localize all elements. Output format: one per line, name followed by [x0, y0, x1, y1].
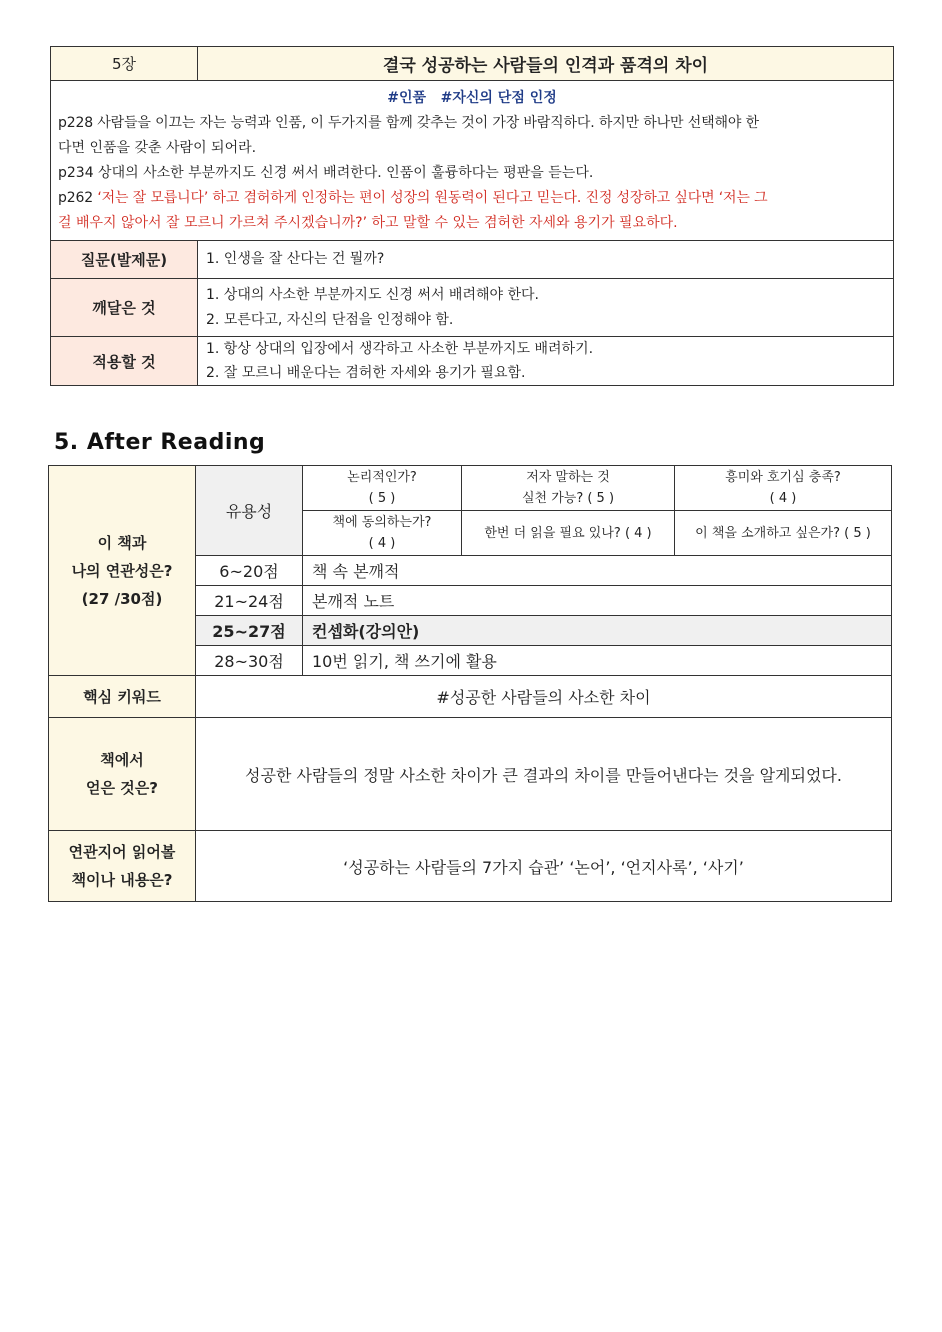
criterion-agree-label: 책에 동의하는가?	[332, 515, 432, 530]
relevance-label-line2: 나의 연관성은?	[71, 561, 173, 580]
quote-p234: p234 상대의 사소한 부분까지도 신경 써서 배려한다. 인품이 훌륭하다는 평판을 듣는다.	[58, 165, 594, 181]
question-line-1: 1. 인생을 잘 산다는 건 뭘까?	[206, 251, 385, 267]
gained-label-line2: 얻은 것은?	[86, 779, 158, 797]
score-range-3: 25~27점	[196, 616, 303, 646]
chapter-table	[50, 46, 894, 386]
quote-p228-line1: p228 사람들을 이끄는 자는 능력과 인품, 이 두가지를 함께 갖추는 것이 가장 바람직하다. 하지만 하나만 선택해야 한	[58, 115, 759, 131]
criterion-interest	[675, 466, 892, 511]
score-desc-3: 컨셉화(강의안)	[303, 616, 892, 646]
criterion-recommend: 이 책을 소개하고 싶은가? ( 5 )	[675, 511, 892, 556]
score-desc-1: 책 속 본깨적	[303, 556, 892, 586]
score-range-2: 21~24점	[196, 586, 303, 616]
criterion-practical-label: 저자 말하는 것	[526, 470, 610, 485]
criterion-practical-score: 실천 가능? ( 5 )	[521, 491, 615, 506]
chapter-quotes	[51, 81, 894, 241]
criterion-interest-score: ( 4 )	[769, 491, 797, 506]
realized-label: 깨달은 것	[51, 279, 198, 337]
related-label-line2: 책이나 내용은?	[71, 871, 173, 889]
apply-value	[198, 337, 894, 386]
realized-line-2: 2. 모른다고, 자신의 단점을 인정해야 함.	[206, 311, 454, 328]
realized-line-1: 1. 상대의 사소한 부분까지도 신경 써서 배려해야 한다.	[206, 286, 539, 303]
criterion-logical	[303, 466, 462, 511]
relevance-label	[49, 466, 196, 676]
apply-line-1: 1. 항상 상대의 입장에서 생각하고 사소한 부분까지도 배려하기.	[206, 341, 594, 357]
quote-p262-line1	[58, 186, 886, 211]
after-reading-heading: 5. After Reading	[54, 430, 266, 455]
usefulness-label: 유용성	[196, 466, 303, 556]
criterion-interest-label: 흥미와 호기심 충족?	[725, 470, 841, 485]
score-range-1: 6~20점	[196, 556, 303, 586]
apply-line-2: 2. 잘 모르니 배운다는 겸허한 자세와 용기가 필요함.	[206, 365, 526, 381]
criterion-agree	[303, 511, 462, 556]
gained-label	[49, 718, 196, 831]
relevance-label-line1: 이 책과	[97, 533, 147, 552]
realized-value	[198, 279, 894, 337]
keyword-value: #성공한 사람들의 사소한 차이	[196, 676, 892, 718]
question-label: 질문(발제문)	[51, 241, 198, 279]
related-label	[49, 831, 196, 902]
criterion-logical-label: 논리적인가?	[347, 470, 417, 485]
quote-p228-line2: 다면 인품을 갖춘 사람이 되어라.	[58, 140, 257, 156]
after-reading-table	[48, 465, 892, 902]
keyword-label: 핵심 키워드	[49, 676, 196, 718]
score-desc-2: 본깨적 노트	[303, 586, 892, 616]
chapter-tags: #인품 #자신의 단점 인정	[387, 90, 557, 106]
related-value: ‘성공하는 사람들의 7가지 습관’ ‘논어’, ‘언지사록’, ‘사기’	[196, 831, 892, 902]
score-range-4: 28~30점	[196, 646, 303, 676]
gained-label-line1: 책에서	[100, 751, 144, 769]
criterion-practical	[462, 466, 675, 511]
criterion-reread: 한번 더 읽을 필요 있나? ( 4 )	[462, 511, 675, 556]
chapter-number: 5장	[51, 47, 198, 81]
quote-p262-line2: 걸 배우지 않아서 잘 모르니 가르쳐 주시겠습니까?’ 하고 말할 수 있는 겸허한 자세와 용기가 필요하다.	[58, 215, 678, 231]
quote-p262-page: p262	[58, 190, 98, 206]
relevance-label-line3: (27 /30점)	[81, 589, 163, 608]
criterion-logical-score: ( 5 )	[368, 491, 396, 506]
chapter-title: 결국 성공하는 사람들의 인격과 품격의 차이	[198, 47, 894, 81]
criterion-agree-score: ( 4 )	[368, 536, 396, 551]
gained-value: 성공한 사람들의 정말 사소한 차이가 큰 결과의 차이를 만들어낸다는 것을 알게되었다.	[196, 718, 892, 831]
apply-label: 적용할 것	[51, 337, 198, 386]
question-value	[198, 241, 894, 279]
quote-p262-text: ‘저는 잘 모릅니다’ 하고 겸허하게 인정하는 편이 성장의 원동력이 된다고 믿는다. 진정 성장하고 싶다면 ‘저는 그	[97, 190, 768, 206]
score-desc-4: 10번 읽기, 책 쓰기에 활용	[303, 646, 892, 676]
related-label-line1: 연관지어 읽어볼	[68, 843, 176, 861]
